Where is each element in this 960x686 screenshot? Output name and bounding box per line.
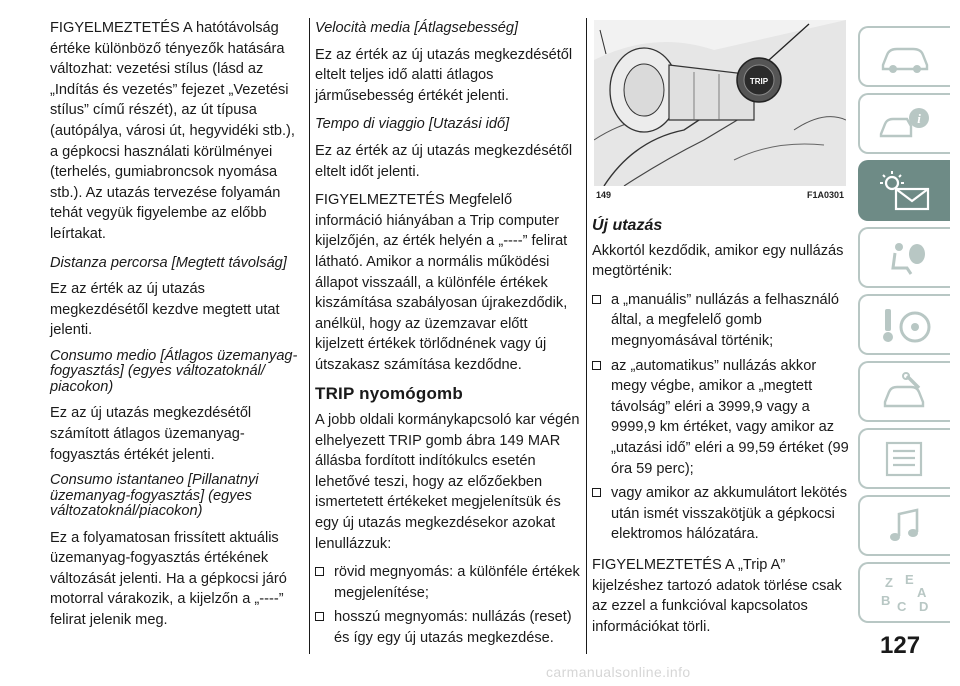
figure-number: 149: [596, 190, 612, 200]
reset-conditions-list: [592, 290, 854, 545]
tab-warning-messages[interactable]: [858, 160, 950, 221]
heading-instant-consumption: Consumo istantaneo [Pillanatnyi üzemanyag-fogyasztás] (egyes változatoknál/piacokon): [50, 472, 259, 520]
trip-button-label: TRIP: [749, 77, 769, 86]
svg-text:Z: Z: [885, 574, 893, 590]
checkbox-bullet-icon: [315, 612, 324, 621]
car-info-icon: [877, 104, 933, 144]
svg-text:D: D: [919, 598, 929, 614]
alphabet-index-icon: [875, 571, 935, 615]
trip-press-list: [315, 562, 580, 648]
checkbox-bullet-icon: [315, 567, 324, 576]
car-icon: [877, 37, 933, 77]
figure-trip-button: [594, 20, 846, 186]
svg-text:C: C: [897, 598, 907, 614]
text-column-3: [592, 216, 854, 645]
paragraph-average-consumption: Ez az új utazás megkezdésétől számított átlagos üzemanyag-fogyasztás értékét jelenti.: [50, 405, 252, 463]
airbag-seat-icon: [877, 238, 933, 278]
tools-steering-icon: [875, 305, 935, 345]
list-item: rövid megnyomás: a különféle értékek megjelenítése;: [315, 562, 580, 603]
svg-text:B: B: [881, 592, 891, 608]
note-missing-info: FIGYELMEZTETÉS Megfelelő információ hiányában a Trip computer kijelzőjén, az érték helyén a „----” felirat látható. Amikor a normális működési állapot visszaáll, a különféle értékek kiszámítása szabályosan újrakezdődik, anélkül, hogy az üzemzavar előtt kijelzett értékek törlődnének vagy új útszakasz számítása kezdődne.: [315, 192, 568, 373]
tab-car[interactable]: [858, 26, 950, 87]
wrench-car-icon: [877, 372, 933, 412]
heading-trip-button: TRIP nyomógomb: [315, 383, 463, 403]
tab-emergency[interactable]: [858, 361, 950, 422]
page-number: 127: [880, 632, 921, 659]
column-divider-1: [309, 18, 310, 654]
list-item: vagy amikor az akkumulátort lekötés után ismét visszakötjük a gépkocsi elektromos hálózatára.: [592, 483, 854, 545]
heading-travel-time: Tempo di viaggio [Utazási idő]: [315, 116, 510, 133]
paragraph-new-trip: Akkortól kezdődik, amikor egy nullázás megtörténik:: [592, 242, 844, 280]
paragraph-distance: Ez az érték az új utazás megkezdésétől kezdve megtett utat jelenti.: [50, 281, 280, 339]
checkbox-bullet-icon: [592, 361, 601, 370]
figure-code: F1A0301: [806, 190, 844, 200]
trip-lever-illustration: [594, 20, 846, 186]
warning-light-message-icon: [874, 169, 934, 213]
text-column-1: [50, 18, 302, 639]
heading-average-speed: Velocità media [Átlagsebesség]: [315, 20, 519, 36]
specs-list-icon: [877, 439, 933, 479]
svg-text:E: E: [905, 571, 914, 587]
checkbox-bullet-icon: [592, 295, 601, 304]
svg-text:A: A: [917, 584, 927, 600]
checkbox-bullet-icon: [592, 488, 601, 497]
watermark: carmanualsonline.info: [546, 664, 691, 680]
tab-car-info[interactable]: [858, 93, 950, 154]
text-column-2: [315, 18, 580, 655]
chapter-tabs: [858, 26, 950, 629]
music-note-icon: [877, 506, 933, 546]
tab-multimedia[interactable]: [858, 495, 950, 556]
heading-new-trip: Új utazás: [592, 217, 663, 234]
paragraph-instant-consumption: Ez a folyamatosan frissített aktuális üzemanyag-fogyasztás értékének változását jelenti. Ha a gépkocsi járó motorral várakozik, a kijelzőn a „----” felirat jelenik meg.: [50, 529, 287, 629]
list-item: hosszú megnyomás: nullázás (reset) és így egy új utazás megkezdése.: [315, 607, 580, 648]
heading-average-consumption: Consumo medio [Átlagos üzemanyag-fogyasztás] (egyes változatoknál/ piacokon): [50, 347, 298, 395]
note-trip-a-reset: FIGYELMEZTETÉS A „Trip A” kijelzéshez tartozó adatok törlése csak az ezzel a funkcióval kapcsolatos információkat törli.: [592, 556, 842, 635]
heading-distance-travelled: Distanza percorsa [Megtett távolság]: [50, 254, 287, 271]
figure-caption: [594, 190, 846, 202]
svg-text:i: i: [917, 110, 921, 126]
paragraph-trip-button: A jobb oldali kormánykapcsoló kar végén elhelyezett TRIP gomb ábra 149 MAR állásba fordított indítókulcs esetén lehetővé teszi, hogy az előzőekben ismertetett értékeket megjelenítsük és egy új utazás megkezdésekor azokat lenullázzuk:: [315, 412, 580, 552]
tab-index[interactable]: [858, 562, 950, 623]
note-range-warning: FIGYELMEZTETÉS A hatótávolság értéke különböző tényezők hatására változhat: vezetési stílus (lásd az „Indítás és vezetés” fejezet „Vezetési stílus” című részét), az út típusa (autópálya, városi út, hegyvidéki stb.), a gépkocsi használati körülményei (terhelés, gumiabroncsok nyomása stb.). Az utazás tervezése folyamán tehát vegyük figyelembe az előbb leírtakat.: [50, 20, 295, 242]
tab-safety[interactable]: [858, 227, 950, 288]
paragraph-average-speed: Ez az érték az új utazás megkezdésétől eltelt teljes idő alatti átlagos járműsebesség értékét jelenti.: [315, 46, 573, 104]
list-item: az „automatikus” nullázás akkor megy végbe, amikor a „megtett távolság” eléri a 3999,9 vagy a 9999,9 km értéket, vagy amikor az „utazási idő” eléri a 99,59 értéket (99 óra 59 perc);: [592, 356, 854, 480]
column-divider-2: [586, 18, 587, 654]
tab-starting-driving[interactable]: [858, 294, 950, 355]
tab-technical-data[interactable]: [858, 428, 950, 489]
paragraph-travel-time: Ez az érték az új utazás megkezdésétől eltelt időt jelenti.: [315, 142, 573, 180]
list-item: a „manuális” nullázás a felhasználó által, a megfelelő gomb megnyomásával történik;: [592, 290, 854, 352]
